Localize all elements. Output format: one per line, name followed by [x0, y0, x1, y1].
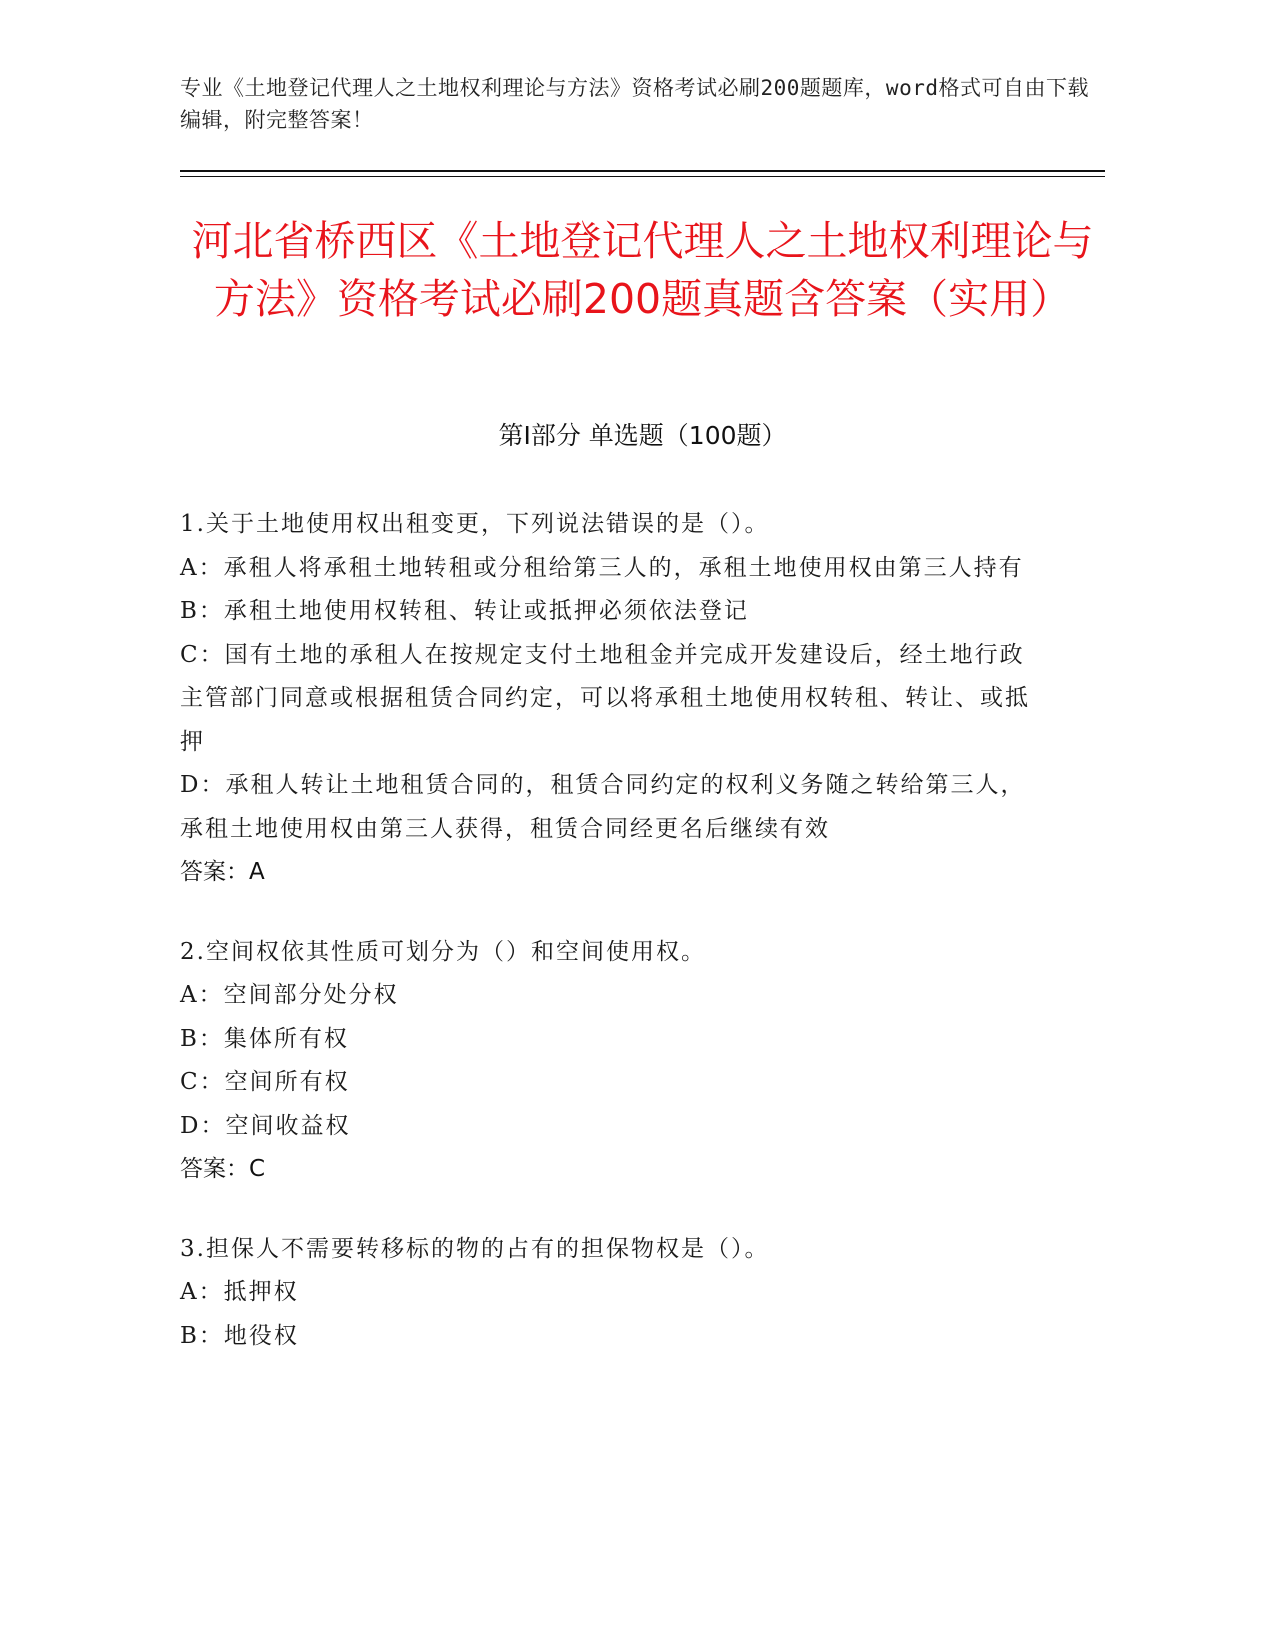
header-divider-thin	[180, 176, 1105, 177]
question-3	[180, 1228, 1040, 1359]
header-divider-thick	[180, 170, 1105, 172]
answer: 答案：C	[180, 1156, 266, 1182]
question-stem: 3.担保人不需要转移标的物的占有的担保物权是（）。	[180, 1235, 770, 1262]
option-c: C：国有土地的承租人在按规定支付土地租金并完成开发建设后，经土地行政主管部门同意或根据租赁合同约定，可以将承租土地使用权转租、转让、或抵押	[180, 641, 1030, 755]
option-d: D：空间收益权	[180, 1112, 351, 1139]
option-b: B：集体所有权	[180, 1025, 349, 1052]
option-d: D：承租人转让土地租赁合同的，租赁合同约定的权利义务随之转给第三人，承租土地使用权由第三人获得，租赁合同经更名后继续有效	[180, 772, 1026, 842]
header-note: 专业《土地登记代理人之土地权利理论与方法》资格考试必刷200题题库，word格式可自由下载编辑，附完整答案！	[180, 76, 1089, 132]
question-stem: 2.空间权依其性质可划分为（）和空间使用权。	[180, 938, 706, 965]
option-a: A：抵押权	[180, 1279, 299, 1305]
question-stem: 1.关于土地使用权出租变更，下列说法错误的是（）。	[180, 511, 770, 537]
section-title: 第I部分 单选题（100题）	[498, 421, 787, 450]
question-2	[180, 931, 1040, 1192]
option-c: C：空间所有权	[180, 1069, 350, 1095]
document-title: 河北省桥西区《土地登记代理人之土地权利理论与方法》资格考试必刷200题真题含答案（实用）	[191, 217, 1094, 323]
answer: 答案：A	[180, 859, 265, 885]
option-b: B：地役权	[180, 1322, 299, 1349]
option-b: B：承租土地使用权转租、转让或抵押必须依法登记	[180, 598, 749, 624]
question-1	[180, 503, 1040, 895]
option-a: A：承租人将承租土地转租或分租给第三人的，承租土地使用权由第三人持有	[180, 554, 1024, 581]
option-a: A：空间部分处分权	[180, 982, 399, 1008]
question-list	[180, 503, 1040, 1394]
